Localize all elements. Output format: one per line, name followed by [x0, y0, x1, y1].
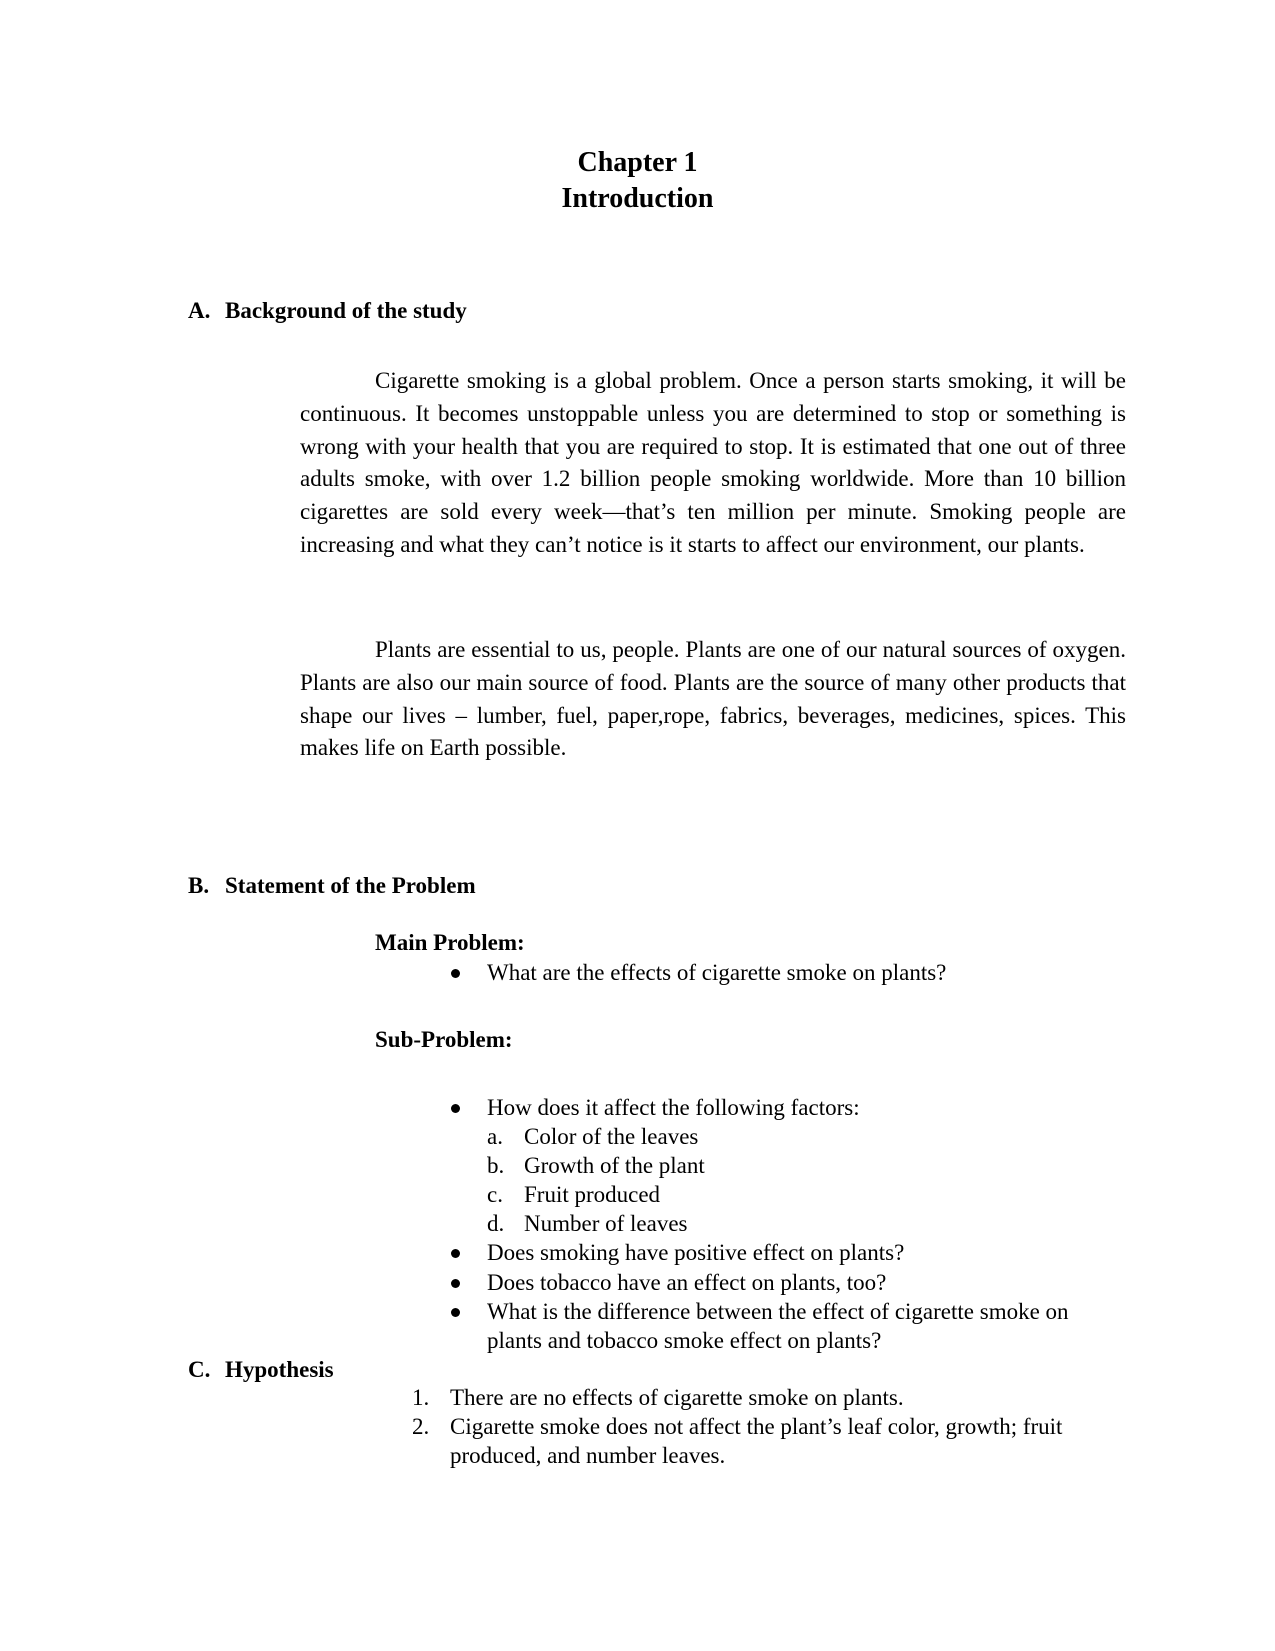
factor-marker: a.	[487, 1124, 503, 1149]
hypothesis-marker: 1.	[412, 1385, 430, 1410]
hypothesis-text-continued: produced, and number leaves.	[450, 1443, 726, 1468]
main-problem-label: Main Problem:	[375, 930, 525, 955]
factor-text: Number of leaves	[524, 1211, 688, 1236]
background-paragraph-2: Plants are essential to us, people. Plants are one of our natural sources of oxygen. Plants are also our main source of food. Plants are the source of many other products that shape our lives – lumber, fuel, paper,rope, fabrics, beverages, medicines, spices. This makes life on Earth possible.	[300, 637, 1126, 761]
section-a-letter: A.	[188, 298, 211, 323]
sub-problem-item-continued: plants and tobacco smoke effect on plants?	[487, 1328, 882, 1353]
bullet-icon	[451, 969, 460, 978]
main-problem-item: What are the effects of cigarette smoke on plants?	[487, 960, 947, 985]
chapter-number: Chapter 1	[577, 147, 698, 178]
factor-text: Growth of the plant	[524, 1153, 705, 1178]
background-paragraph-1: Cigarette smoking is a global problem. Once a person starts smoking, it will be continuous. It becomes unstoppable unless you are determined to stop or something is wrong with your health that you are required to stop. It is estimated that one out of three adults smoke, with over 1.2 billion people smoking worldwide. More than 10 billion cigarettes are sold every week—that’s ten million per minute. Smoking people are increasing and what they can’t notice is it starts to affect our environment, our plants.	[300, 368, 1126, 557]
hypothesis-marker: 2.	[412, 1414, 430, 1439]
section-c-title: Hypothesis	[225, 1357, 334, 1382]
factor-marker: d.	[487, 1211, 505, 1236]
section-c-heading	[188, 1356, 334, 1384]
hypothesis-text: Cigarette smoke does not affect the plant’s leaf color, growth; fruit	[450, 1414, 1063, 1439]
factor-text: Fruit produced	[524, 1182, 661, 1207]
section-a-title: Background of the study	[225, 298, 467, 323]
sub-problem-intro: How does it affect the following factors:	[487, 1095, 860, 1120]
section-c-letter: C.	[188, 1357, 211, 1382]
sub-problem-item: What is the difference between the effect of cigarette smoke on	[487, 1299, 1069, 1324]
bullet-icon	[451, 1279, 460, 1288]
section-a-heading	[188, 297, 467, 325]
sub-problem-item: Does smoking have positive effect on plants?	[487, 1240, 905, 1265]
factor-marker: b.	[487, 1153, 505, 1178]
chapter-title: Introduction	[561, 183, 714, 214]
section-b-heading	[188, 872, 476, 900]
section-b-title: Statement of the Problem	[225, 873, 476, 898]
bullet-icon	[451, 1249, 460, 1258]
section-b-letter: B.	[188, 873, 210, 898]
bullet-icon	[451, 1104, 460, 1113]
factor-text: Color of the leaves	[524, 1124, 699, 1149]
hypothesis-text: There are no effects of cigarette smoke on plants.	[450, 1385, 904, 1410]
factor-marker: c.	[487, 1182, 503, 1207]
sub-problem-label: Sub-Problem:	[375, 1027, 513, 1052]
sub-problem-item: Does tobacco have an effect on plants, too?	[487, 1270, 887, 1295]
bullet-icon	[451, 1308, 460, 1317]
